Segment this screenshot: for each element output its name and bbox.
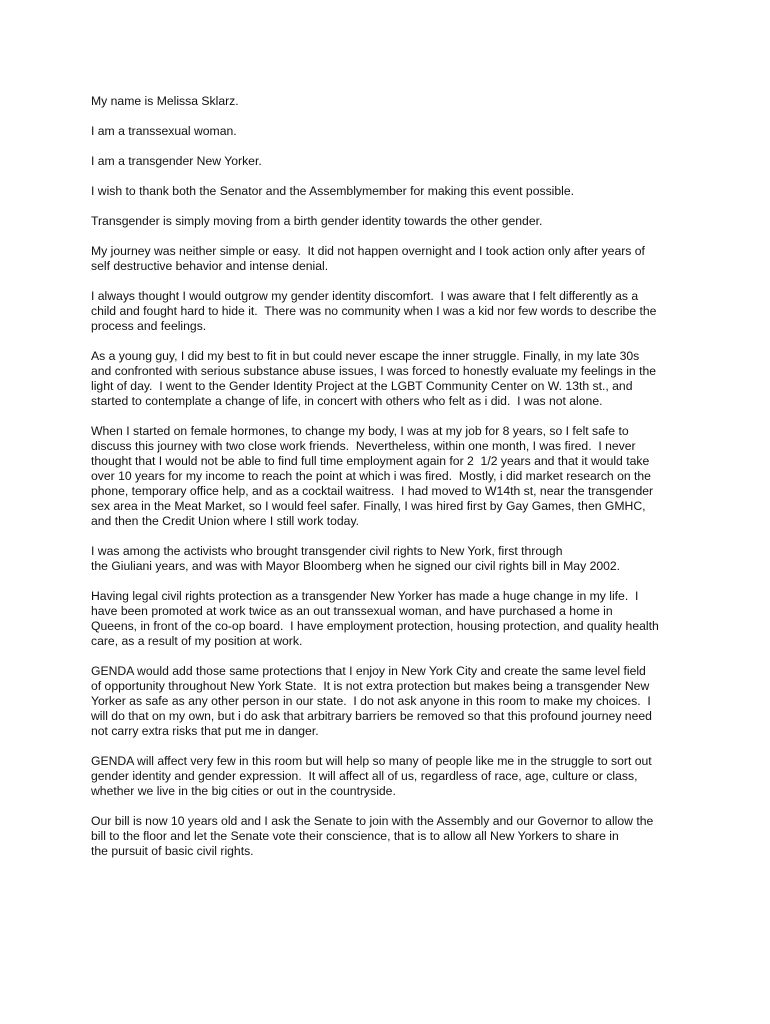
paragraph xyxy=(91,664,691,739)
text-line: light of day. I went to the Gender Identity Project at the LGBT Community Center on W. 13th st., and xyxy=(91,379,633,393)
text-line: Transgender is simply moving from a birth gender identity towards the other gender. xyxy=(91,214,543,228)
paragraph xyxy=(91,124,691,139)
text-line: over 10 years for my income to reach the point at which i was fired. Mostly, i did market research on the xyxy=(91,469,651,483)
text-line: I am a transsexual woman. xyxy=(91,124,237,138)
paragraph xyxy=(91,184,691,199)
paragraph xyxy=(91,424,691,529)
text-line: self destructive behavior and intense denial. xyxy=(91,259,329,273)
text-line: Having legal civil rights protection as a transgender New Yorker has made a huge change in my life. I xyxy=(91,589,639,603)
text-line: When I started on female hormones, to change my body, I was at my job for 8 years, so I felt safe to xyxy=(91,424,629,438)
paragraph xyxy=(91,589,691,649)
text-line: child and fought hard to hide it. There was no community when I was a kid nor few words to describe the xyxy=(91,304,657,318)
text-line: bill to the floor and let the Senate vote their conscience, that is to allow all New Yorkers to share in xyxy=(91,829,619,843)
text-line: the Giuliani years, and was with Mayor Bloomberg when he signed our civil rights bill in May 2002. xyxy=(91,559,621,573)
text-line: My journey was neither simple or easy. It did not happen overnight and I took action only after years of xyxy=(91,244,645,258)
document-body xyxy=(91,94,691,874)
paragraph xyxy=(91,754,691,799)
text-line: have been promoted at work twice as an out transsexual woman, and have purchased a home in xyxy=(91,604,613,618)
text-line: I always thought I would outgrow my gender identity discomfort. I was aware that I felt differently as a xyxy=(91,289,639,303)
text-line: whether we live in the big cities or out in the countryside. xyxy=(91,784,396,798)
text-line: will do that on my own, but i do ask that arbitrary barriers be removed so that this profound journey need xyxy=(91,709,652,723)
text-line: As a young guy, I did my best to fit in but could never escape the inner struggle. Finally, in my late 30s xyxy=(91,349,640,363)
text-line: GENDA will affect very few in this room but will help so many of people like me in the struggle to sort out xyxy=(91,754,652,768)
paragraph xyxy=(91,814,691,859)
text-line: Our bill is now 10 years old and I ask the Senate to join with the Assembly and our Governor to allow the xyxy=(91,814,654,828)
paragraph xyxy=(91,349,691,409)
text-line: gender identity and gender expression. It will affect all of us, regardless of race, age, culture or class, xyxy=(91,769,638,783)
text-line: started to contemplate a change of life, in concert with others who felt as i did. I was not alone. xyxy=(91,394,603,408)
text-line: I was among the activists who brought transgender civil rights to New York, first through xyxy=(91,544,563,558)
text-line: discuss this journey with two close work friends. Nevertheless, within one month, I was fired. I never xyxy=(91,439,636,453)
text-line: sex area in the Meat Market, so I would feel safer. Finally, I was hired first by Gay Games, then GMHC, xyxy=(91,499,646,513)
text-line: GENDA would add those same protections that I enjoy in New York City and create the same level field xyxy=(91,664,646,678)
text-line: and then the Credit Union where I still work today. xyxy=(91,514,360,528)
text-line: the pursuit of basic civil rights. xyxy=(91,844,254,858)
text-line: of opportunity throughout New York State. It is not extra protection but makes being a transgender New xyxy=(91,679,650,693)
text-line: care, as a result of my position at work. xyxy=(91,634,303,648)
paragraph xyxy=(91,244,691,274)
text-line: not carry extra risks that put me in danger. xyxy=(91,724,319,738)
text-line: and confronted with serious substance abuse issues, I was forced to honestly evaluate my feelings in the xyxy=(91,364,657,378)
paragraph xyxy=(91,289,691,334)
paragraph xyxy=(91,154,691,169)
paragraph xyxy=(91,544,691,574)
text-line: I wish to thank both the Senator and the Assemblymember for making this event possible. xyxy=(91,184,575,198)
text-line: process and feelings. xyxy=(91,319,207,333)
text-line: Queens, in front of the co-op board. I have employment protection, housing protection, and quality health xyxy=(91,619,659,633)
text-line: I am a transgender New Yorker. xyxy=(91,154,262,168)
paragraph xyxy=(91,214,691,229)
paragraph xyxy=(91,94,691,109)
text-line: phone, temporary office help, and as a cocktail waitress. I had moved to W14th st, near the transgender xyxy=(91,484,654,498)
text-line: Yorker as safe as any other person in our state. I do not ask anyone in this room to make my choices. I xyxy=(91,694,651,708)
text-line: My name is Melissa Sklarz. xyxy=(91,94,239,108)
text-line: thought that I would not be able to find full time employment again for 2 1/2 years and that it would take xyxy=(91,454,650,468)
